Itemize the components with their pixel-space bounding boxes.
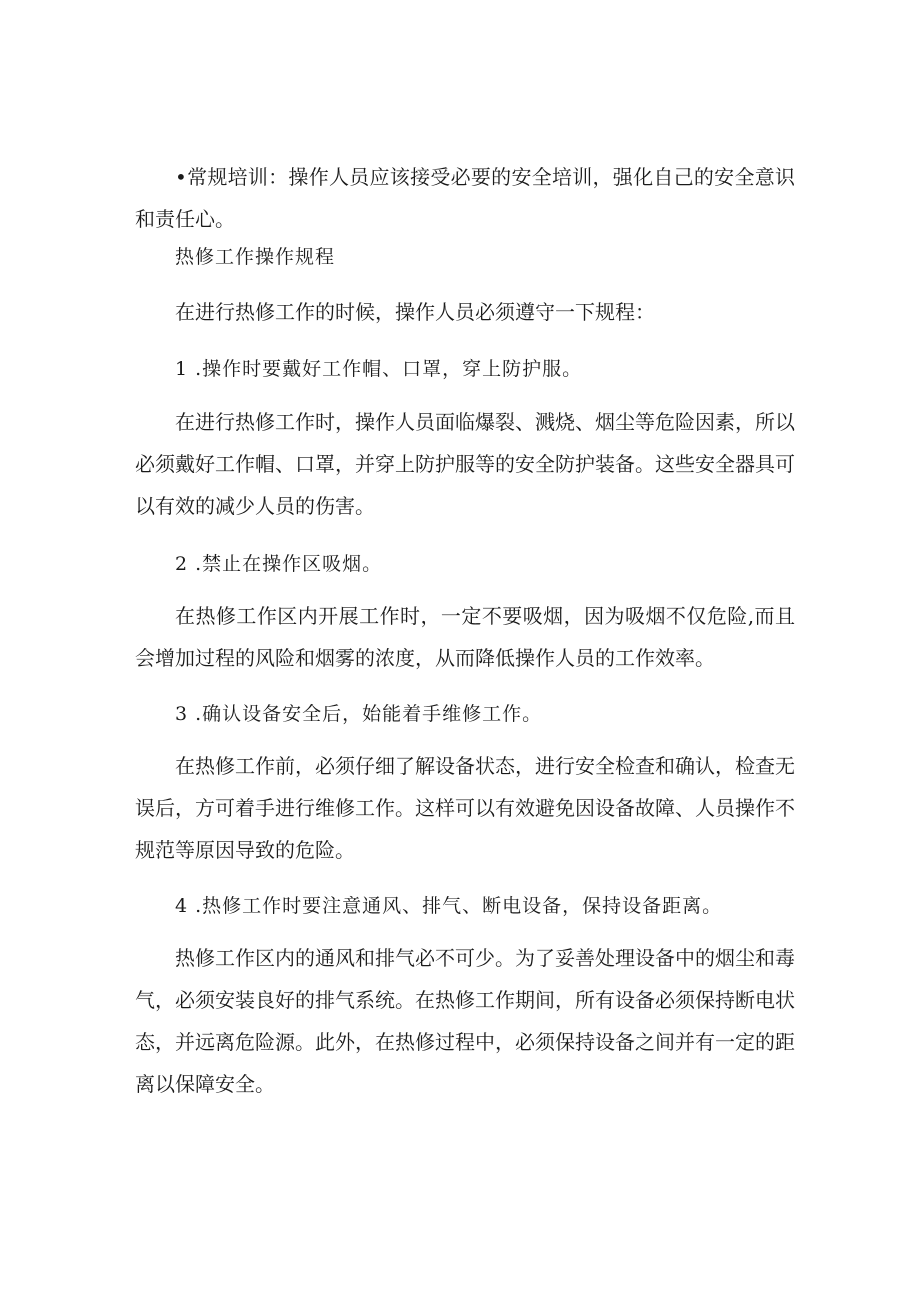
intro-paragraph: 在进行热修工作的时候，操作人员必须遵守一下规程：	[175, 300, 655, 324]
rule-body-1: 在进行热修工作时，操作人员面临爆裂、溅烧、烟尘等危险因素，所以必须戴好工作帽、口罩，并穿上防护服等的安全防护装备。这些安全器具可以有效的减少人员的伤害。	[135, 410, 795, 518]
rule-body-3: 在热修工作前，必须仔细了解设备状态，进行安全检查和确认，检查无误后，方可着手进行维修工作。这样可以有效避免因设备故障、人员操作不规范等原因导致的危险。	[135, 754, 795, 862]
rule-title-3: 3 .确认设备安全后，始能着手维修工作。	[175, 703, 543, 725]
section-title: 热修工作操作规程	[175, 246, 336, 268]
rule-body-4: 热修工作区内的通风和排气必不可少。为了妥善处理设备中的烟尘和毒气，必须安装良好的排气系统。在热修工作期间，所有设备必须保持断电状态，并远离危险源。此外，在热修过程中，必须保持设备之间并有一定的距离以保障安全。	[135, 946, 795, 1096]
training-bullet: •常规培训：操作人员应该接受必要的安全培训，强化自己的安全意识和责任心。	[135, 165, 795, 231]
rule-title-4: 4 .热修工作时要注意通风、排气、断电设备，保持设备距离。	[175, 895, 723, 917]
rule-body-2: 在热修工作区内开展工作时，一定不要吸烟，因为吸烟不仅危险,而且会增加过程的风险和烟雾的浓度，从而降低操作人员的工作效率。	[135, 604, 795, 670]
rule-title-2: 2 .禁止在操作区吸烟。	[175, 553, 383, 575]
rule-title-1: 1 .操作时要戴好工作帽、口罩，穿上防护服。	[175, 358, 583, 380]
